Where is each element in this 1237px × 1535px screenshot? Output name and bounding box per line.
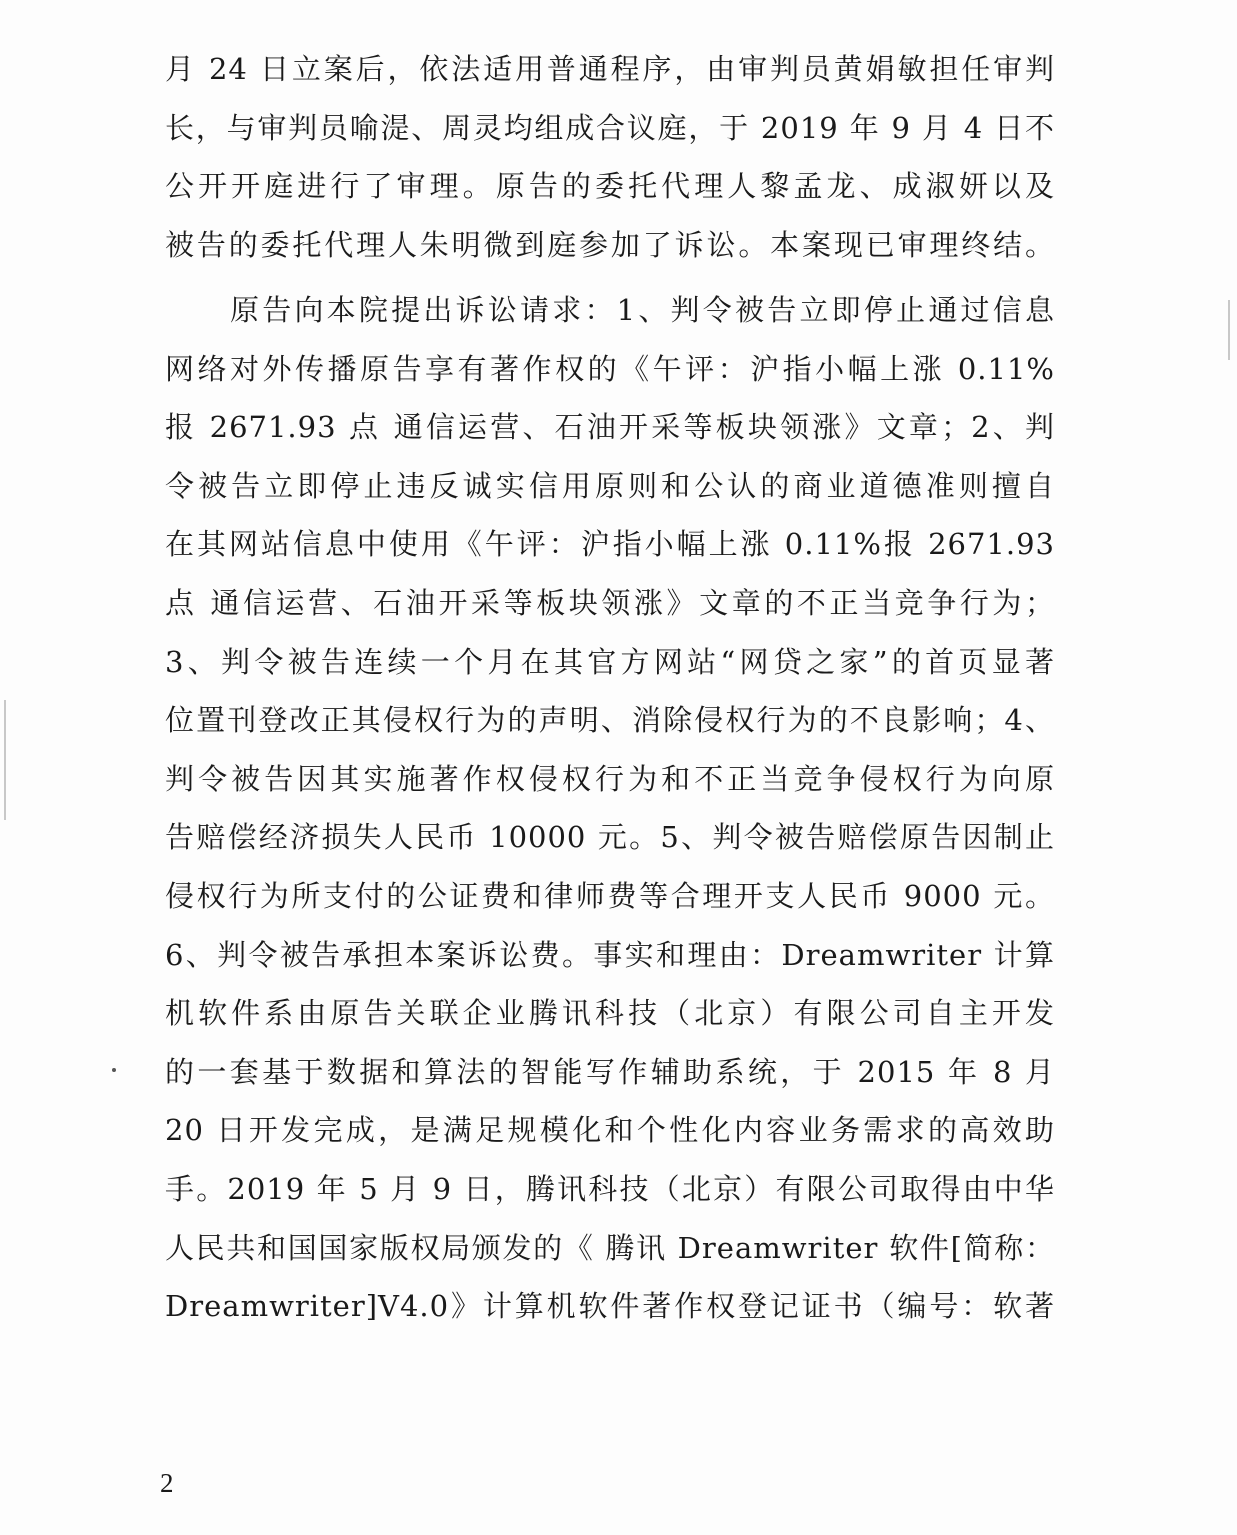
scan-dust-dot	[112, 1068, 116, 1072]
text-line: 机软件系由原告关联企业腾讯科技（北京）有限公司自主开发	[165, 996, 1055, 1031]
text-line: 报 2671.93 点 通信运营、石油开采等板块领涨》文章；2、判	[165, 410, 1055, 445]
text-line: 网络对外传播原告享有著作权的《午评：沪指小幅上涨 0.11%	[165, 351, 1055, 386]
text-line: 公开开庭进行了审理。原告的委托代理人黎孟龙、成淑妍以及	[165, 169, 1055, 204]
text-line: 被告的委托代理人朱明微到庭参加了诉讼。本案现已审理终结。	[165, 227, 1055, 262]
text-line: 的一套基于数据和算法的智能写作辅助系统，于 2015 年 8 月	[165, 1054, 1055, 1089]
text-line: 告赔偿经济损失人民币 10000 元。5、判令被告赔偿原告因制止	[165, 820, 1055, 855]
scan-edge-mark	[4, 700, 6, 820]
paragraph-continuation	[165, 40, 1055, 274]
text-line: 6、判令被告承担本案诉讼费。事实和理由：Dreamwriter 计算	[165, 937, 1055, 972]
text-line: 人民共和国国家版权局颁发的《 腾讯 Dreamwriter 软件[简称：	[165, 1230, 1055, 1265]
text-line: 位置刊登改正其侵权行为的声明、消除侵权行为的不良影响；4、	[165, 703, 1055, 738]
text-line: 长，与审判员喻湜、周灵均组成合议庭，于 2019 年 9 月 4 日不	[165, 110, 1055, 145]
text-line: 判令被告因其实施著作权侵权行为和不正当竞争侵权行为向原	[165, 761, 1055, 796]
paragraph-claims	[165, 281, 1055, 1336]
text-line: 20 日开发完成，是满足规模化和个性化内容业务需求的高效助	[165, 1113, 1055, 1148]
text-line: 令被告立即停止违反诚实信用原则和公认的商业道德准则擅自	[165, 468, 1055, 503]
text-line: 原告向本院提出诉讼请求：1、判令被告立即停止通过信息	[230, 293, 1055, 327]
page-number: 2	[160, 1468, 174, 1498]
text-line: 手。2019 年 5 月 9 日，腾讯科技（北京）有限公司取得由中华	[165, 1171, 1055, 1206]
text-line: Dreamwriter]V4.0》计算机软件著作权登记证书（编号：软著	[165, 1289, 1055, 1324]
scan-edge-mark	[1228, 300, 1230, 360]
text-line: 月 24 日立案后，依法适用普通程序，由审判员黄娟敏担任审判	[165, 52, 1055, 86]
text-line: 3、判令被告连续一个月在其官方网站“网贷之家”的首页显著	[165, 644, 1055, 679]
text-line: 点 通信运营、石油开采等板块领涨》文章的不正当竞争行为；	[165, 585, 1055, 620]
text-line: 侵权行为所支付的公证费和律师费等合理开支人民币 9000 元。	[165, 878, 1055, 913]
text-line: 在其网站信息中使用《午评：沪指小幅上涨 0.11%报 2671.93	[165, 527, 1055, 562]
